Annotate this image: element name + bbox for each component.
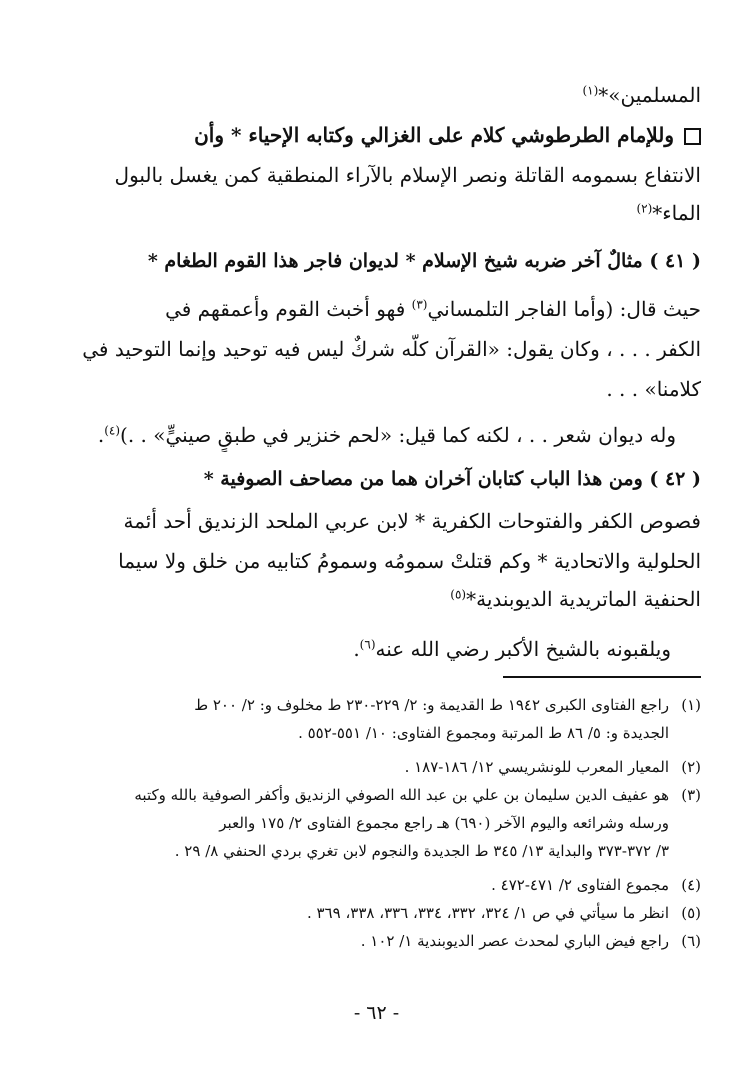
body-line-5 — [51, 292, 701, 326]
footnote-2 — [51, 756, 701, 779]
footnote-text: المعيار المعرب للونشريسي ١٢/ ١٨٦-١٨٧ . — [404, 758, 669, 776]
footnote-ref: (٤) — [104, 423, 121, 438]
footnote-text: مجموع الفتاوى ٢/ ٤٧١-٤٧٢ . — [491, 876, 669, 894]
body-text: ويلقبونه بالشيخ الأكبر رضي الله عنه — [375, 637, 671, 661]
body-line-12 — [51, 632, 671, 666]
footnote-6 — [51, 930, 701, 953]
footnote-number: (٢) — [681, 758, 701, 776]
footnote-separator — [503, 676, 701, 678]
section-heading-41: ( ٤١ ) مثالٌ آخر ضربه شيخ الإسلام * لديوان فاجر هذا القوم الطغام * — [147, 250, 701, 272]
body-text: الانتفاع بسمومه القاتلة ونصر الإسلام بالآراء المنطقية كمن يغسل بالبول — [114, 163, 701, 187]
body-line-8 — [51, 418, 676, 452]
footnote-1 — [51, 694, 701, 717]
body-text: فصوص الكفر والفتوحات الكفرية * لابن عربي الملحد الزنديق أحد أئمة — [123, 509, 701, 533]
body-text: . — [97, 423, 105, 447]
footnote-1-cont: الجديدة و: ٥/ ٨٦ ط المرتبة ومجموع الفتاوى: ١٠/ ٥٥١-٥٥٢ . — [298, 724, 669, 742]
footnote-ref: (٦) — [359, 637, 376, 652]
footnote-5 — [51, 902, 701, 925]
footnote-number: (٣) — [681, 786, 701, 804]
footnote-number: (٤) — [681, 876, 701, 894]
body-text: كلامنا» . . . — [606, 377, 701, 401]
footnote-ref: (١) — [582, 83, 599, 98]
body-text: الكفر . . . ، وكان يقول: «القرآن كلّه شركٌ ليس فيه توحيد وإنما التوحيد في — [82, 337, 701, 361]
footnote-3-cont-1: ورسله وشرائعه واليوم الآخر (٦٩٠) هـ راجع مجموع الفتاوى ٢/ ١٧٥ والعبر — [219, 814, 669, 832]
footnote-ref: (٥) — [450, 587, 467, 602]
footnote-ref: (٣) — [411, 297, 428, 312]
body-text: المسلمين»* — [598, 83, 701, 107]
footnote-3 — [51, 784, 701, 807]
body-text: وله ديوان شعر . . ، لكنه كما قيل: «لحم خنزير في طبقٍ صينيٍّ» . .) — [120, 423, 676, 447]
footnote-number: (١) — [681, 696, 701, 714]
footnote-number: (٦) — [681, 932, 701, 950]
body-line-11 — [51, 582, 701, 616]
body-text: الحلولية والاتحادية * وكم قتلتْ سمومُه وسمومُ كتابيه من خلق ولا سيما — [118, 549, 701, 573]
body-text: . — [353, 637, 360, 661]
footnote-text: راجع فيض الباري لمحدث عصر الديوبندية ١/ ١٠٢ . — [360, 932, 669, 950]
footnote-text: راجع الفتاوى الكبرى ١٩٤٢ ط القديمة و: ٢/ ٢٢٩-٢٣٠ ط مخلوف و: ٢/ ٢٠٠ ط — [194, 696, 669, 714]
footnote-ref: (٢) — [636, 201, 653, 216]
body-line-2 — [51, 118, 701, 152]
section-heading-42: ( ٤٢ ) ومن هذا الباب كتابان آخران هما من مصاحف الصوفية * — [203, 468, 701, 490]
body-line-7 — [51, 372, 701, 406]
section-lead: وللإمام الطرطوشي كلام على الغزالي وكتابه الإحياء * وأن — [194, 123, 674, 147]
footnote-text: انظر ما سيأتي في ص ١/ ٣٢٤، ٣٣٢، ٣٣٤، ٣٣٦، ٣٣٨، ٣٦٩ . — [306, 904, 669, 922]
body-line-6 — [51, 332, 701, 366]
body-line-1 — [51, 78, 701, 112]
footnote-3-cont-2: ٣/ ٣٧٢-٣٧٣ والبداية ١٣/ ٣٤٥ ط الجديدة والنجوم لابن تغري بردي الحنفي ٨/ ٢٩ . — [174, 842, 669, 860]
page-number: - ٦٢ - — [353, 1002, 400, 1024]
body-text: الماء* — [652, 201, 701, 225]
body-line-9 — [51, 504, 701, 538]
body-line-3 — [51, 158, 701, 192]
footnote-text: هو عفيف الدين سليمان بن علي بن عبد الله الصوفي الزنديق وأكفر الصوفية بالله وكتبه — [134, 786, 669, 804]
footnote-4 — [51, 874, 701, 897]
body-text: الحنفية الماتريدية الديوبندية* — [466, 587, 701, 611]
footnote-number: (٥) — [681, 904, 701, 922]
body-text: حيث قال: (وأما الفاجر التلمساني — [427, 297, 701, 321]
body-line-4 — [51, 196, 701, 230]
checkbox-icon — [684, 128, 701, 145]
body-text: فهو أخبث القوم وأعمقهم في — [165, 297, 412, 321]
body-line-10 — [51, 544, 701, 578]
